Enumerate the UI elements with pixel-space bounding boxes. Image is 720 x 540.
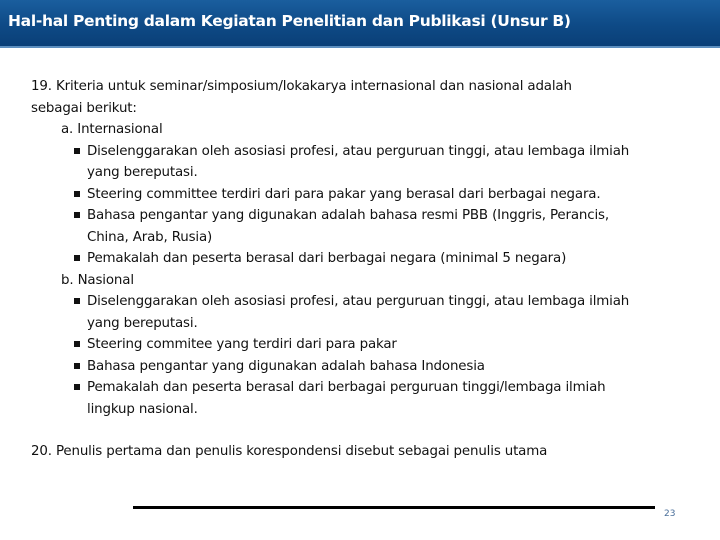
bullet-text: Diselenggarakan oleh asosiasi profesi, atau perguruan tinggi, atau lembaga ilmiah: [87, 294, 630, 309]
bullet-text: Diselenggarakan oleh asosiasi profesi, atau perguruan tinggi, atau lembaga ilmiah: [87, 143, 630, 159]
international-bullet-1: [31, 141, 701, 163]
bullet-text: Steering committee terdiri dari para pakar yang berasal dari berbagai negara.: [87, 186, 601, 202]
bullet-text: Bahasa pengantar yang digunakan adalah bahasa resmi PBB (Inggris, Perancis,: [87, 208, 609, 223]
item-20: 20. Penulis pertama dan penulis korespondensi disebut sebagai penulis utama: [31, 444, 548, 459]
bullet-text: Pemakalah dan peserta berasal dari berbagai negara (minimal 5 negara): [87, 251, 567, 266]
bullet-continuation: lingkup nasional.: [87, 401, 198, 417]
item-19-line-2: sebagai berikut:: [31, 100, 137, 116]
national-bullet-1: [31, 291, 701, 313]
national-bullet-3: [31, 356, 701, 378]
square-bullet-icon: [74, 341, 80, 347]
international-bullet-3: [31, 205, 701, 227]
footer-divider: [133, 506, 655, 509]
bullet-continuation: yang bereputasi.: [87, 165, 198, 180]
item-19-line-1: 19. Kriteria untuk seminar/simposium/lokakarya internasional dan nasional adalah: [31, 79, 572, 94]
slide-title: Hal-hal Penting dalam Kegiatan Penelitian dan Publikasi (Unsur B): [8, 12, 571, 30]
slide-content: [31, 76, 701, 463]
bullet-text: Bahasa pengantar yang digunakan adalah bahasa Indonesia: [87, 358, 485, 374]
square-bullet-icon: [74, 363, 80, 369]
international-bullet-4: [31, 248, 701, 270]
square-bullet-icon: [74, 212, 80, 218]
bullet-text: Pemakalah dan peserta berasal dari berbagai perguruan tinggi/lembaga ilmiah: [87, 380, 606, 395]
square-bullet-icon: [74, 148, 80, 154]
international-bullet-2: [31, 184, 701, 206]
square-bullet-icon: [74, 191, 80, 197]
square-bullet-icon: [74, 384, 80, 390]
page-number: 23: [664, 509, 676, 519]
subheading-national: b. Nasional: [61, 272, 134, 288]
spacer: [31, 420, 701, 441]
bullet-continuation: yang bereputasi.: [87, 315, 198, 331]
subheading-international: a. Internasional: [61, 122, 163, 137]
square-bullet-icon: [74, 298, 80, 304]
national-bullet-4: [31, 377, 701, 399]
bullet-text: Steering commitee yang terdiri dari para pakar: [87, 337, 397, 352]
square-bullet-icon: [74, 255, 80, 261]
title-bar: [0, 0, 720, 48]
bullet-continuation: China, Arab, Rusia): [87, 229, 213, 245]
national-bullet-2: [31, 334, 701, 356]
